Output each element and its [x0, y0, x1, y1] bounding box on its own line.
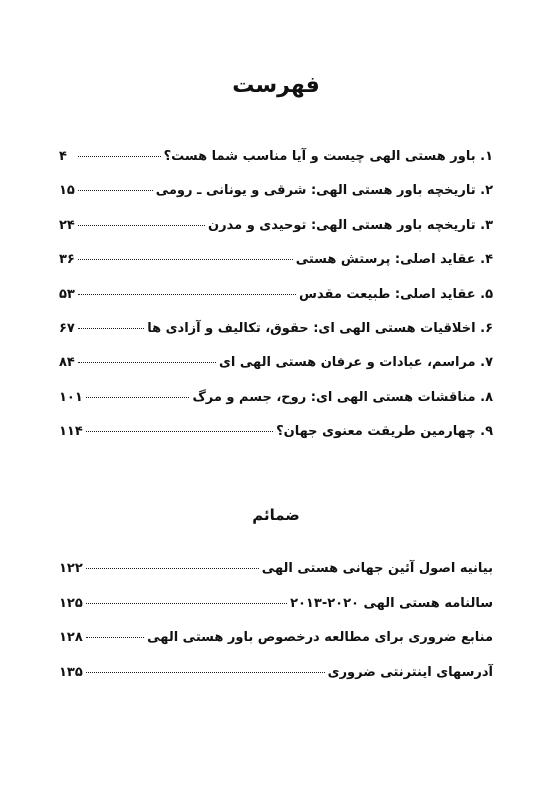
dot-leader [78, 156, 161, 157]
toc-entry-page: ۲۴ [59, 217, 75, 233]
dot-leader [86, 603, 287, 604]
toc-entry-page: ۸۴ [59, 355, 75, 371]
appendix-entry-page: ۱۲۸ [59, 630, 83, 645]
appendix-entry-page: ۱۳۵ [59, 664, 83, 680]
toc-entry-title: ۲. تاریخچه باور هستی الهی: شرقی و یونانی ـ رومی [155, 183, 493, 199]
appendix-entry-page: ۱۲۵ [59, 595, 83, 611]
toc-entry-page: ۱۰۱ [59, 389, 83, 405]
dot-leader [86, 431, 273, 432]
appendix-entry [59, 561, 493, 596]
toc-entry [59, 424, 493, 458]
toc-entry [59, 218, 493, 252]
contents-heading: فهرست [232, 73, 320, 98]
appendix-entry [59, 665, 493, 700]
toc-entry-title: ۵. عقاید اصلی: طبیعت مقدس [299, 286, 493, 302]
appendix-entry-page: ۱۲۲ [59, 561, 83, 576]
contents-list [59, 149, 493, 459]
appendix-entry-title: بیانیه اصول آئین جهانی هستی الهی [261, 561, 493, 576]
toc-entry-page: ۶۷ [59, 320, 75, 336]
toc-entry [59, 390, 493, 424]
toc-entry-page: ۱۵ [59, 183, 75, 199]
dot-leader [78, 225, 205, 226]
appendix-entry-title: منابع ضروری برای مطالعه درخصوص باور هستی الهی [147, 630, 493, 645]
toc-entry [59, 355, 493, 389]
toc-entry-page: ۵۳ [59, 286, 75, 302]
dot-leader [78, 190, 153, 191]
toc-entry-title: ۸. مناقشات هستی الهی ای: روح، جسم و مرگ [192, 389, 493, 405]
toc-entry-page: ۴ [59, 149, 67, 164]
dot-leader [86, 637, 144, 638]
dot-leader [78, 294, 296, 295]
toc-entry-title: ۱. باور هستی الهی چیست و آیا مناسب شما هست؟ [163, 149, 493, 164]
appendix-entry-title: سالنامه هستی الهی ۲۰۲۰-۲۰۱۳ [290, 595, 493, 611]
toc-entry [59, 321, 493, 355]
dot-leader [78, 362, 216, 363]
dot-leader [86, 672, 325, 673]
dot-leader [86, 397, 190, 398]
appendices-list [59, 561, 493, 699]
toc-entry [59, 183, 493, 217]
toc-entry [59, 287, 493, 321]
toc-entry-title: ۹. چهارمین طریقت معنوی جهان؟ [276, 424, 493, 440]
toc-entry-title: ۳. تاریخچه باور هستی الهی: توحیدی و مدرن [208, 217, 493, 233]
toc-entry [59, 149, 493, 183]
toc-entry-title: ۶. اخلاقیات هستی الهی ای: حقوق، تکالیف و آزادی ها [147, 320, 493, 336]
dot-leader [86, 568, 259, 569]
toc-entry [59, 252, 493, 286]
toc-entry-page: ۳۶ [59, 252, 75, 268]
appendix-entry [59, 630, 493, 665]
toc-entry-title: ۴. عقاید اصلی: پرستش هستی [295, 252, 493, 268]
appendix-entry [59, 596, 493, 631]
dot-leader [78, 259, 293, 260]
toc-entry-page: ۱۱۴ [59, 424, 83, 440]
appendices-heading: ضمائم [252, 506, 300, 524]
dot-leader [78, 328, 144, 329]
toc-entry-title: ۷. مراسم، عبادات و عرفان هستی الهی ای [218, 355, 493, 371]
appendix-entry-title: آدرسهای اینترنتی ضروری [327, 664, 493, 680]
